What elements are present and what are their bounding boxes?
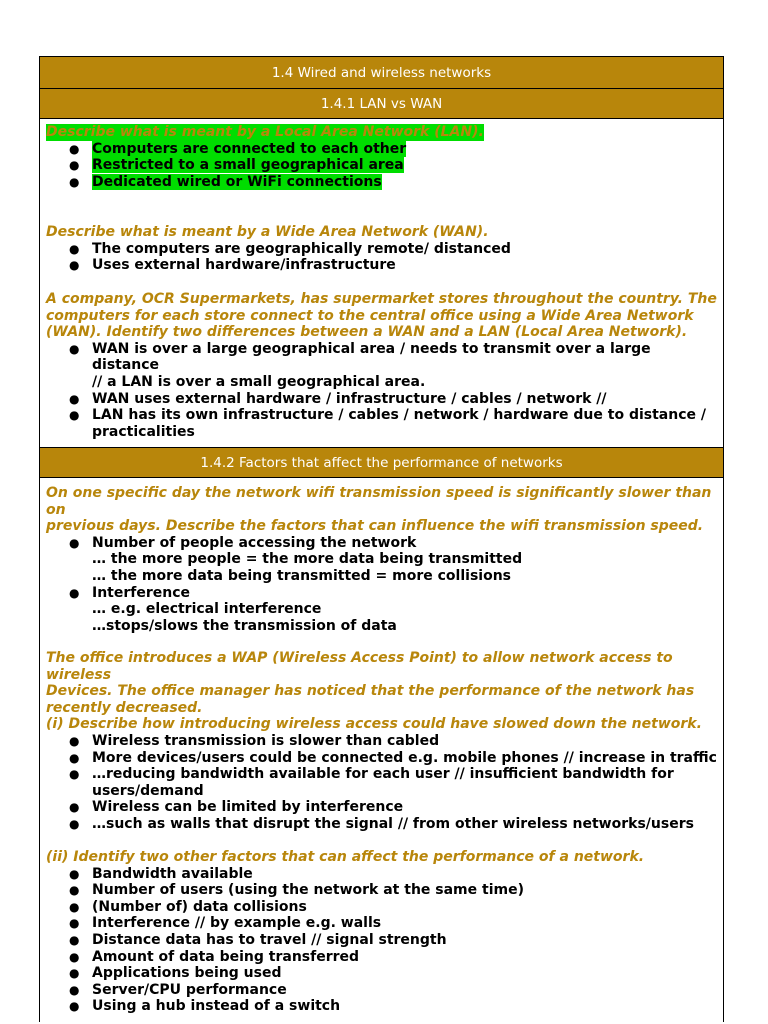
ocr-question-line: computers for each store connect to the central office using a Wide Area Network bbox=[46, 307, 694, 324]
list-item: ● …reducing bandwidth available for each user // insufficient bandwidth for users/demand bbox=[92, 766, 719, 799]
list-item: ● Distance data has to travel // signal strength bbox=[92, 932, 719, 949]
worksheet-table bbox=[39, 56, 724, 1022]
list-item: ● (Number of) data collisions bbox=[92, 899, 719, 916]
factors-section bbox=[46, 849, 719, 1015]
wifi-question-line: On one specific day the network wifi transmission speed is significantly slower than bbox=[46, 485, 712, 501]
wap-section bbox=[46, 650, 719, 833]
list-item: ● Number of people accessing the network bbox=[92, 535, 719, 552]
lan-answers bbox=[46, 141, 719, 191]
list-item: ● Applications being used bbox=[92, 965, 719, 982]
list-item: ● Wireless transmission is slower than cabled bbox=[92, 733, 719, 750]
detail-line: …stops/slows the transmission of data bbox=[92, 617, 397, 634]
list-item: ● Number of users (using the network at the same time) bbox=[92, 882, 719, 899]
list-item: ● Server/CPU performance bbox=[92, 982, 719, 999]
wifi-question-line: on bbox=[46, 501, 66, 518]
factors-question: (ii) Identify two other factors that can affect the performance of a network. bbox=[46, 849, 645, 865]
detail-line: … the more data being transmitted = more collisions bbox=[92, 567, 511, 584]
list-item: ● Amount of data being transferred bbox=[92, 949, 719, 966]
ocr-answers bbox=[46, 341, 719, 441]
factors-answers bbox=[46, 866, 719, 1015]
ocr-question-line: A company, OCR Supermarkets, has supermarket stores throughout the country. The bbox=[46, 291, 717, 307]
wan-question: Describe what is meant by a Wide Area Network (WAN). bbox=[46, 224, 489, 240]
list-item: ● Computers are connected to each other bbox=[92, 141, 719, 158]
wan-answers bbox=[46, 241, 719, 274]
main-heading: 1.4 Wired and wireless networks bbox=[40, 57, 723, 89]
wap-question-line: The office introduces a WAP (Wireless Access Point) to allow network access to bbox=[46, 650, 673, 666]
list-item: ● Wireless can be limited by interference bbox=[92, 799, 719, 816]
wifi-section bbox=[46, 485, 719, 634]
wap-question-line: wireless bbox=[46, 666, 112, 683]
wap-answers bbox=[46, 733, 719, 833]
wap-question-line: recently decreased. bbox=[46, 699, 203, 716]
list-item: ● More devices/users could be connected e.g. mobile phones // increase in traffic bbox=[92, 750, 719, 767]
wan-section bbox=[46, 224, 719, 274]
wifi-answers-2 bbox=[46, 585, 719, 602]
list-item: ● LAN has its own infrastructure / cables / network / hardware due to distance / practicalities bbox=[92, 407, 719, 440]
wifi-question-line: previous days. Describe the factors that can influence the wifi transmission speed. bbox=[46, 518, 704, 535]
list-item: ● Using a hub instead of a switch bbox=[92, 998, 719, 1015]
list-item: ● WAN uses external hardware / infrastructure / cables / network // bbox=[92, 391, 719, 408]
list-item: ● Dedicated wired or WiFi connections bbox=[92, 174, 719, 191]
lan-question: Describe what is meant by a Local Area Network (LAN). bbox=[46, 124, 484, 140]
wap-question-line: Devices. The office manager has noticed that the performance of the network has bbox=[46, 683, 695, 700]
list-item: ● WAN is over a large geographical area / needs to transmit over a large distance // a LAN is over a small geographical area. bbox=[92, 341, 719, 391]
ocr-section bbox=[46, 291, 719, 440]
list-item: ● Restricted to a small geographical area bbox=[92, 157, 719, 174]
list-item: ● The computers are geographically remote/ distanced bbox=[92, 241, 719, 258]
section-heading-performance: 1.4.2 Factors that affect the performance of networks bbox=[40, 447, 723, 478]
lan-section bbox=[46, 124, 719, 190]
detail-line: … e.g. electrical interference bbox=[92, 601, 322, 618]
wifi-answers bbox=[46, 535, 719, 552]
list-item: ● …such as walls that disrupt the signal // from other wireless networks/users bbox=[92, 816, 719, 833]
list-item: ● Uses external hardware/infrastructure bbox=[92, 257, 719, 274]
list-item: ● Interference // by example e.g. walls bbox=[92, 915, 719, 932]
wap-question-line: (i) Describe how introducing wireless access could have slowed down the network. bbox=[46, 716, 702, 733]
ocr-question-line: (WAN). Identify two differences between a WAN and a LAN (Local Area Network). bbox=[46, 324, 688, 341]
list-item: ● Interference bbox=[92, 585, 719, 602]
list-item: ● Bandwidth available bbox=[92, 866, 719, 883]
detail-line: … the more people = the more data being transmitted bbox=[92, 551, 523, 568]
section-heading-lan-wan: 1.4.1 LAN vs WAN bbox=[40, 89, 723, 119]
